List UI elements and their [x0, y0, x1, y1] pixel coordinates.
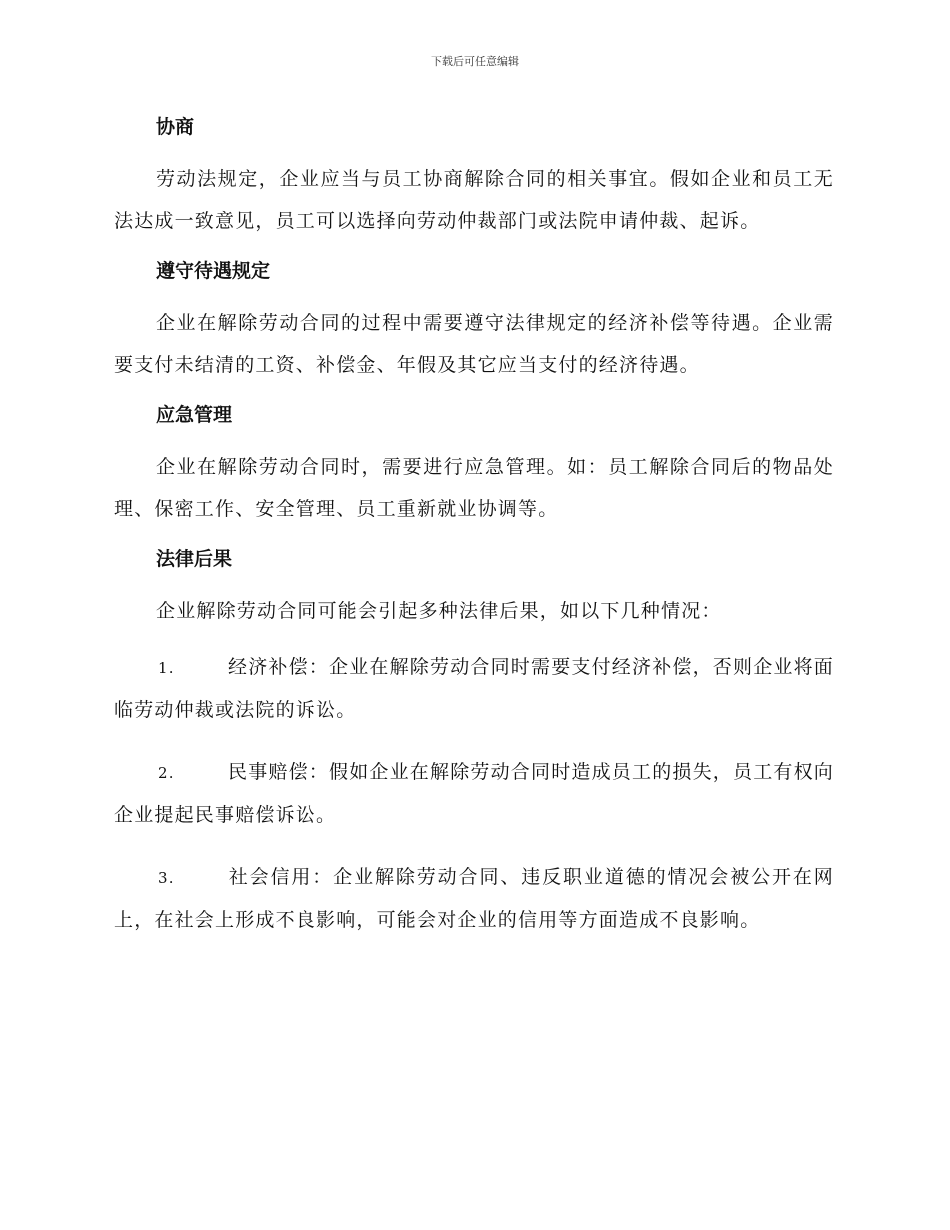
list-item-text: 民事赔偿：假如企业在解除劳动合同时造成员工的损失，员工有权向企业提起民事赔偿诉讼。: [114, 761, 835, 826]
list-item-text: 经济补偿：企业在解除劳动合同时需要支付经济补偿，否则企业将面临劳动仲裁或法院的诉讼。: [114, 656, 835, 721]
section-heading: 协商: [156, 116, 195, 138]
section-paragraph: 劳动法规定，企业应当与员工协商解除合同的相关事宜。假如企业和员工无法达成一致意见，员工可以选择向劳动仲裁部门或法院申请仲裁、起诉。: [114, 168, 834, 232]
section-negotiation: [114, 112, 834, 242]
list-item-number: 1.: [158, 659, 175, 677]
document-body: [114, 112, 834, 961]
section-heading: 应急管理: [156, 404, 233, 426]
section-heading: 遵守待遇规定: [156, 260, 271, 282]
list-item-number: 2.: [158, 764, 175, 782]
section-emergency-management: [114, 400, 834, 530]
section-paragraph: 企业在解除劳动合同的过程中需要遵守法律规定的经济补偿等待遇。企业需要支付未结清的工资、补偿金、年假及其它应当支付的经济待遇。: [114, 312, 834, 376]
section-legal-consequences: [114, 544, 834, 941]
list-item: [114, 751, 834, 836]
consequence-list: [114, 646, 834, 941]
list-item: [114, 856, 834, 941]
list-item: [114, 646, 834, 731]
list-item-text: 社会信用：企业解除劳动合同、违反职业道德的情况会被公开在网上，在社会上形成不良影响，可能会对企业的信用等方面造成不良影响。: [114, 866, 834, 931]
section-paragraph: 企业解除劳动合同可能会引起多种法律后果，如以下几种情况：: [156, 600, 722, 622]
header-note: 下载后可任意编辑: [431, 55, 519, 68]
section-paragraph: 企业在解除劳动合同时，需要进行应急管理。如：员工解除合同后的物品处理、保密工作、安全管理、员工重新就业协调等。: [114, 456, 834, 520]
section-treatment-rules: [114, 256, 834, 386]
section-heading: 法律后果: [156, 548, 233, 570]
list-item-number: 3.: [158, 869, 175, 887]
